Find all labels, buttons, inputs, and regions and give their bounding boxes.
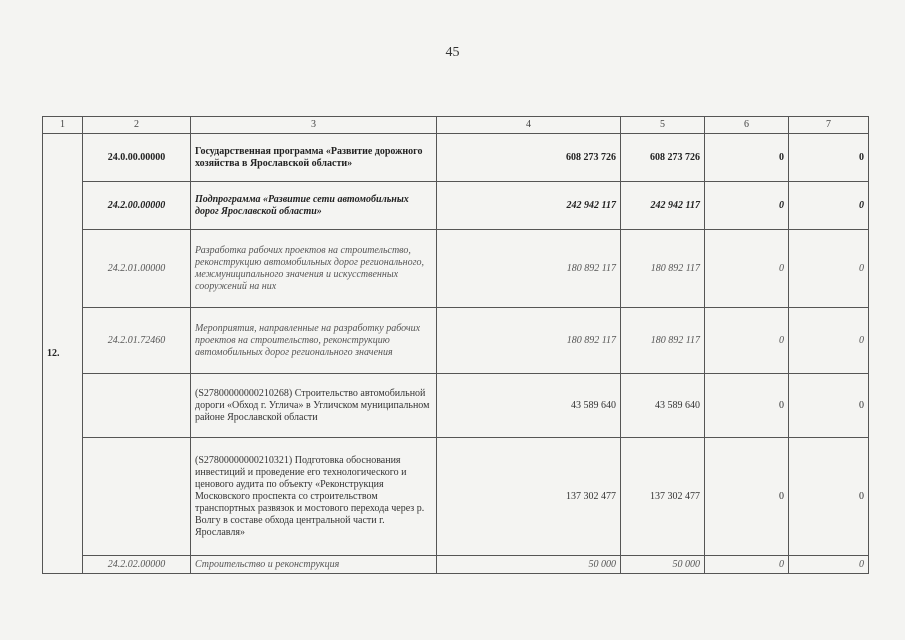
amount-cell: 43 589 640: [621, 374, 705, 438]
amount-cell: 180 892 117: [437, 230, 621, 308]
table-header-row: [43, 117, 869, 134]
name-cell: Строительство и реконструкция: [191, 556, 437, 574]
amount-cell: 242 942 117: [437, 182, 621, 230]
column-header: 5: [621, 117, 705, 134]
amount-cell: 43 589 640: [437, 374, 621, 438]
amount-cell: 0: [705, 438, 789, 556]
table-row: [43, 556, 869, 574]
name-cell: Подпрограмма «Развитие сети автомобильных дорог Ярославской области»: [191, 182, 437, 230]
column-header: 6: [705, 117, 789, 134]
row-number: 12.: [43, 134, 83, 574]
amount-cell: 0: [705, 556, 789, 574]
amount-cell: 0: [705, 182, 789, 230]
column-header: 1: [43, 117, 83, 134]
amount-cell: 0: [705, 308, 789, 374]
amount-cell: 180 892 117: [621, 230, 705, 308]
amount-cell: 137 302 477: [621, 438, 705, 556]
table-row: [43, 374, 869, 438]
name-cell: Разработка рабочих проектов на строительство, реконструкцию автомобильных дорог регионального, межмуниципального значения и искусственных сооружений на них: [191, 230, 437, 308]
column-header: 3: [191, 117, 437, 134]
column-header: 2: [83, 117, 191, 134]
name-cell: Государственная программа «Развитие дорожного хозяйства в Ярославской области»: [191, 134, 437, 182]
amount-cell: 0: [789, 556, 869, 574]
amount-cell: 0: [705, 374, 789, 438]
amount-cell: 608 273 726: [621, 134, 705, 182]
amount-cell: 242 942 117: [621, 182, 705, 230]
amount-cell: 0: [705, 230, 789, 308]
amount-cell: 608 273 726: [437, 134, 621, 182]
amount-cell: 50 000: [437, 556, 621, 574]
amount-cell: 0: [789, 438, 869, 556]
table-row: [43, 438, 869, 556]
name-cell: (S27800000000210321) Подготовка обоснования инвестиций и проведение его технологического и ценового аудита по объекту «Реконструкция Московского проспекта со строительством транспортных развязок и мостового перехода через р. Волгу в составе обхода центральной части г. Ярославля»: [191, 438, 437, 556]
amount-cell: 180 892 117: [437, 308, 621, 374]
code-cell: 24.2.02.00000: [83, 556, 191, 574]
amount-cell: 0: [789, 374, 869, 438]
code-cell: 24.2.01.72460: [83, 308, 191, 374]
table-row: [43, 230, 869, 308]
name-cell: (S27800000000210268) Строительство автомобильной дороги «Обход г. Углича» в Угличском муниципальном районе Ярославской области: [191, 374, 437, 438]
code-cell: 24.2.00.00000: [83, 182, 191, 230]
page-number: 45: [445, 45, 460, 60]
amount-cell: 137 302 477: [437, 438, 621, 556]
table-row: [43, 134, 869, 182]
amount-cell: 180 892 117: [621, 308, 705, 374]
code-cell: 24.0.00.00000: [83, 134, 191, 182]
code-cell: [83, 438, 191, 556]
amount-cell: 0: [789, 182, 869, 230]
column-header: 4: [437, 117, 621, 134]
amount-cell: 0: [789, 308, 869, 374]
budget-table: [42, 116, 869, 574]
amount-cell: 0: [789, 134, 869, 182]
amount-cell: 0: [789, 230, 869, 308]
column-header: 7: [789, 117, 869, 134]
name-cell: Мероприятия, направленные на разработку рабочих проектов на строительство, реконструкцию автомобильных дорог регионального значения: [191, 308, 437, 374]
code-cell: 24.2.01.00000: [83, 230, 191, 308]
amount-cell: 0: [705, 134, 789, 182]
table-row: [43, 182, 869, 230]
amount-cell: 50 000: [621, 556, 705, 574]
code-cell: [83, 374, 191, 438]
table-row: [43, 308, 869, 374]
